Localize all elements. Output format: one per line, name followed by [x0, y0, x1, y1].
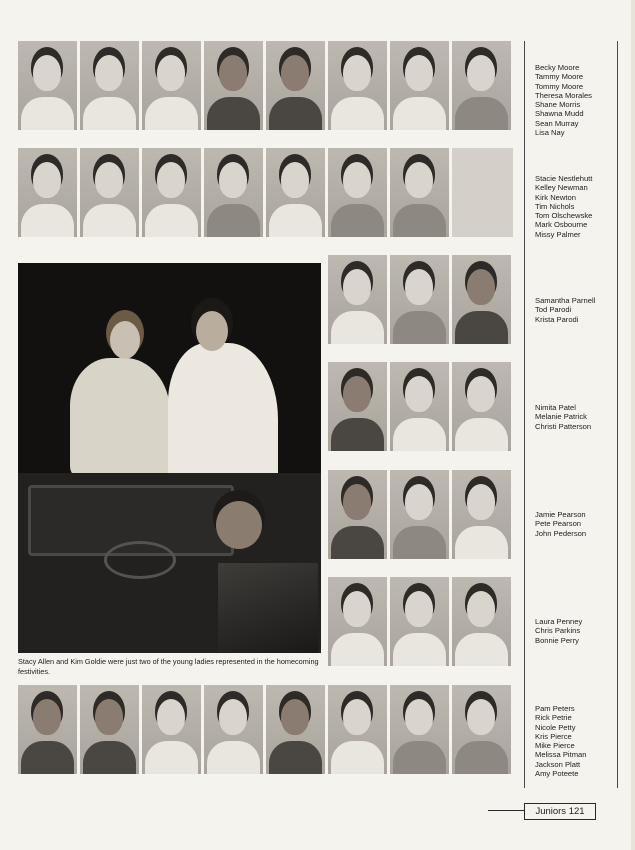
name-list-row-4	[535, 403, 591, 431]
student-name: Melanie Patrick	[535, 412, 587, 422]
portrait	[80, 148, 139, 237]
student-name: Jamie Pearson	[535, 510, 586, 519]
blank-portrait-slot	[452, 148, 513, 237]
portrait	[452, 362, 511, 451]
portrait	[266, 148, 325, 237]
student-name: Jackson Platt	[535, 759, 581, 769]
portrait	[266, 41, 325, 130]
student-name: Sean Murray	[535, 118, 579, 128]
page-folio	[524, 803, 596, 820]
portrait	[328, 577, 387, 666]
portrait	[328, 255, 387, 344]
student-name: Pam Peters	[535, 704, 575, 713]
student-name: Shane Morris	[535, 100, 581, 110]
folio-section-label: Juniors	[535, 806, 567, 817]
portrait	[142, 685, 201, 774]
student-name: Stacie Nestlehutt	[535, 174, 593, 183]
student-name: Theresa Morales	[535, 90, 592, 100]
portrait	[18, 148, 77, 237]
portrait	[390, 255, 449, 344]
portrait	[390, 470, 449, 559]
student-name: Lisa Nay	[535, 128, 565, 138]
name-list-row-6	[535, 617, 582, 645]
student-name: Tommy Moore	[535, 81, 584, 91]
portrait	[390, 685, 449, 774]
photo-caption: Stacy Allen and Kim Goldie were just two of the young ladies represented in the homecoming festivities.	[18, 657, 319, 676]
student-name: Kirk Newton	[535, 192, 576, 202]
student-name: Shawna Mudd	[535, 109, 584, 119]
portrait	[142, 148, 201, 237]
portrait	[80, 685, 139, 774]
student-name: John Pederson	[535, 528, 587, 538]
student-name: Becky Moore	[535, 63, 580, 72]
name-list-row-1	[535, 63, 592, 137]
student-name: Mark Osbourne	[535, 220, 588, 230]
portrait	[328, 41, 387, 130]
portrait	[18, 685, 77, 774]
student-name: Nicole Petty	[535, 722, 576, 732]
student-name: Pete Pearson	[535, 519, 582, 529]
portrait	[80, 41, 139, 130]
name-list-row-3	[535, 296, 595, 324]
portrait	[204, 41, 263, 130]
portrait	[204, 148, 263, 237]
student-name: Kelley Newman	[535, 183, 588, 193]
name-list-row-7	[535, 704, 586, 778]
portrait	[142, 41, 201, 130]
portrait	[452, 577, 511, 666]
portrait	[266, 685, 325, 774]
portrait	[390, 41, 449, 130]
portrait	[328, 685, 387, 774]
name-list-row-5	[535, 510, 586, 538]
portrait	[452, 41, 511, 130]
portrait	[328, 470, 387, 559]
homecoming-photo	[18, 263, 321, 653]
student-name: Tammy Moore	[535, 72, 584, 82]
student-name: Laura Penney	[535, 617, 583, 626]
portrait	[390, 362, 449, 451]
student-name: Tim Nichols	[535, 201, 575, 211]
portrait	[390, 148, 449, 237]
portrait	[390, 577, 449, 666]
page-edge	[631, 0, 635, 850]
student-name: Mike Pierce	[535, 741, 575, 751]
folio-page-number: 121	[568, 806, 585, 817]
student-name: Tod Parodi	[535, 305, 572, 315]
name-list-row-2	[535, 174, 592, 239]
student-name: Samantha Parnell	[535, 296, 596, 305]
folio-rule	[488, 810, 524, 811]
portrait	[452, 685, 511, 774]
student-name: Melissa Pitman	[535, 750, 587, 760]
student-name: Bonnie Perry	[535, 635, 579, 645]
portrait	[18, 41, 77, 130]
student-name: Christi Patterson	[535, 421, 592, 431]
student-name: Missy Palmer	[535, 229, 581, 239]
portrait	[204, 685, 263, 774]
student-name: Kris Pierce	[535, 731, 572, 741]
student-name: Chris Parkins	[535, 626, 581, 636]
student-name: Amy Poteete	[535, 769, 579, 779]
portrait	[452, 255, 511, 344]
portrait	[452, 470, 511, 559]
portrait	[328, 362, 387, 451]
student-name: Rick Petrie	[535, 713, 572, 723]
student-name: Tom Olschewske	[535, 211, 593, 221]
student-name: Nimita Patel	[535, 403, 576, 412]
portrait	[328, 148, 387, 237]
student-name: Krista Parodi	[535, 314, 579, 324]
